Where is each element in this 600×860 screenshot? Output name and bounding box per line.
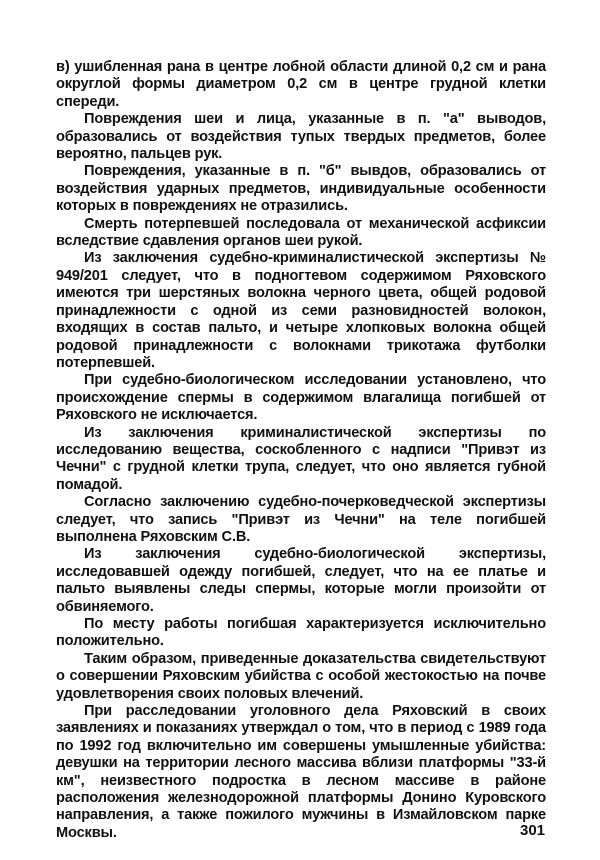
page-number: 301 <box>520 822 546 839</box>
paragraph-7: Из заключения криминалистической экспертизы по исследованию вещества, соскобленного с надписи "Привэт из Чечни" с грудной клетки трупа, следует, что оно является губной помадой. <box>56 424 546 493</box>
paragraph-5: Из заключения судебно-криминалистической экспертизы № 949/201 следует, что в подногтевом содержимом Ряховского имеются три шерстяных волокна черного цвета, общей родовой принадлежности с одной из семи разновидностей волокон, входящих в состав пальто, и четыре хлопковых волокна общей родовой принадлежности с волокнами трикотажа футболки потерпевшей. <box>56 250 546 371</box>
paragraph-11: Таким образом, приведенные доказательства свидетельствуют о совершении Ряховским убийства с особой жестокостью на почве удовлетворения своих половых влечений. <box>56 650 546 702</box>
paragraph-6: При судебно-биологическом исследовании установлено, что происхождение спермы в содержимом влагалища погибшей от Ряховского не исключается. <box>56 372 546 424</box>
paragraph-8: Согласно заключению судебно-почерковедческой экспертизы следует, что запись "Привэт из Чечни" на теле погибшей выполнена Ряховским С.В. <box>56 494 546 545</box>
paragraph-12: При расследовании уголовного дела Ряховский в своих заявлениях и показаниях утверждал о том, что в период с 1989 года по 1992 год включительно им совершены умышленные убийства: девушки на территории лесного массива вблизи платформы "33-й км", неизвестного подростка в лесном массиве в районе расположения железнодорожной платформы Донино Куровского направления, а также пожилого мужчины в Измайловском парке Москвы. <box>56 703 546 841</box>
paragraph-2: Повреждения шеи и лица, указанные в п. "а" выводов, образовались от воздействия тупых твердых предметов, более вероятно, пальцев рук. <box>56 111 546 163</box>
paragraph-1: в) ушибленная рана в центре лобной области длиной 0,2 см и рана округлой формы диаметром 0,2 см в центре грудной клетки спереди. <box>56 59 546 110</box>
body-text <box>56 59 546 842</box>
paragraph-4: Смерть потерпевшей последовала от механической асфиксии вследствие сдавления органов шеи рукой. <box>56 215 546 250</box>
paragraph-10: По месту работы погибшая характеризуется исключительно положительно. <box>56 616 546 650</box>
paragraph-3: Повреждения, указанные в п. "б" вывдов, образовались от воздействия ударных предметов, индивидуальные особенности которых в повреждениях не отразились. <box>56 163 546 215</box>
paragraph-9: Из заключения судебно-биологической экспертизы, исследовавшей одежду погибшей, следует, что на ее платье и пальто выявлены следы спермы, которые могли произойти от обвиняемого. <box>56 546 546 615</box>
